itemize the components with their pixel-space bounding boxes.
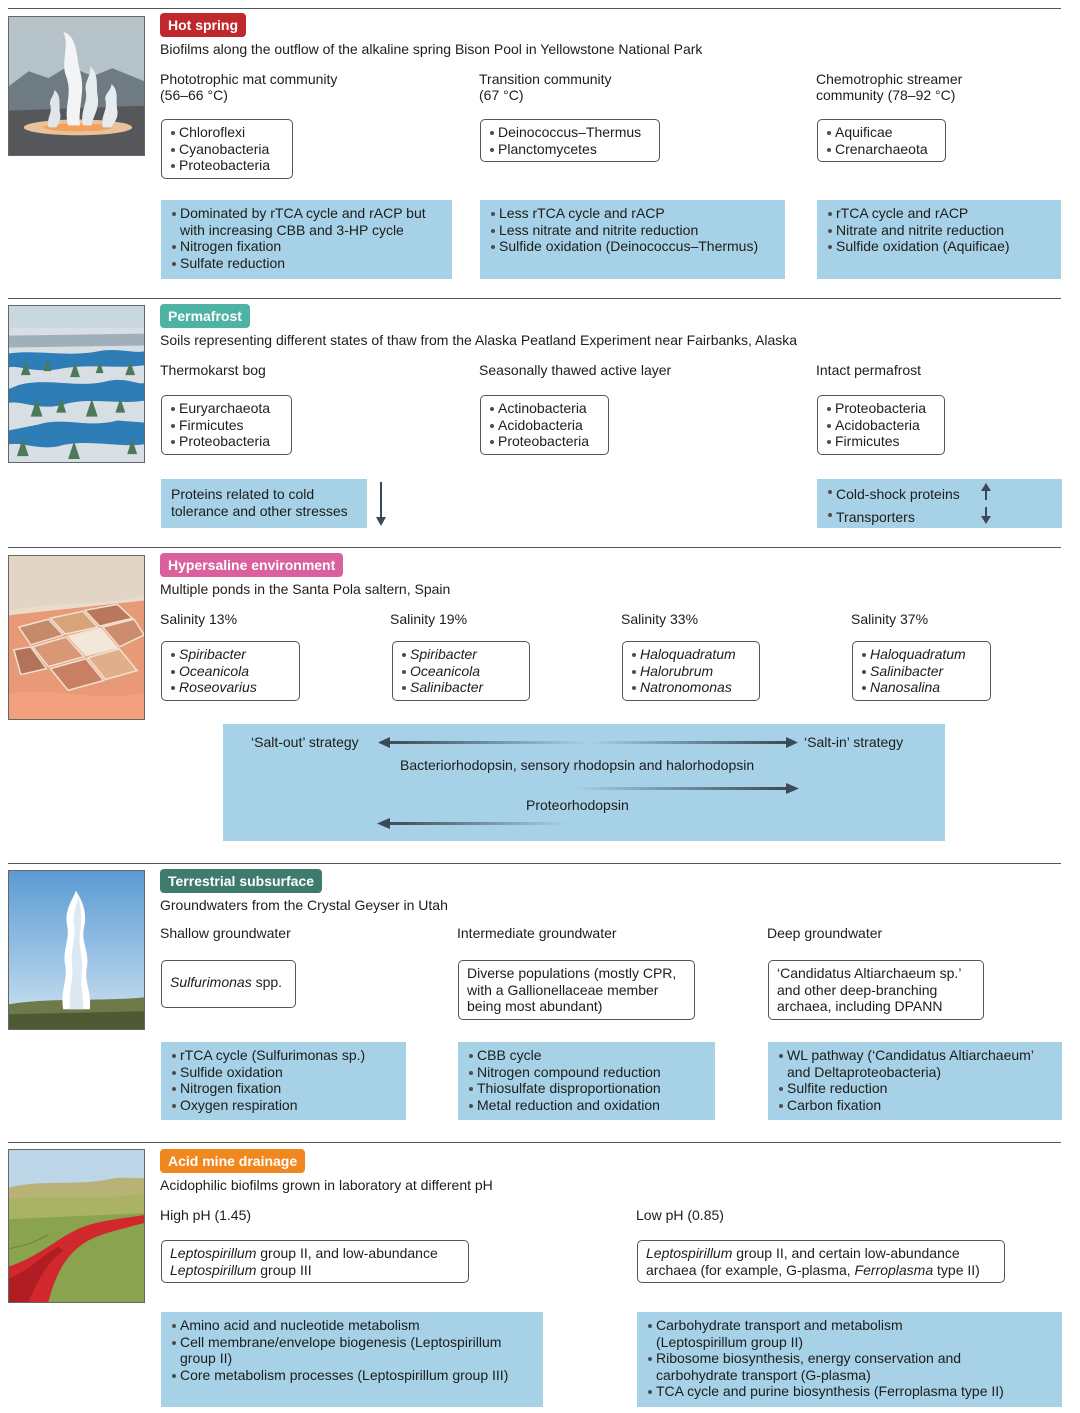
taxon: Firmicutes [826,433,936,450]
permafrost-column-3-heading: Intact permafrost [816,362,922,378]
section-divider [8,547,1061,548]
heading-line: Transition community [479,71,612,87]
taxa-line [646,1245,996,1262]
function-text: with increasing CBB and 3-HP cycle [180,221,404,238]
taxa-box [817,395,945,455]
taxa-line [646,1262,996,1279]
taxa-line: and other deep-branching [777,981,938,998]
hypersaline-description: Multiple ponds in the Santa Pola saltern, Spain [160,581,451,597]
taxa-line: ‘Candidatus Altiarchaeum sp.’ [777,965,962,981]
taxa-box [768,960,984,1020]
function-item: Nitrogen fixation [171,1080,396,1097]
taxa-box [161,960,296,1008]
hypersaline-tag: Hypersaline environment [160,553,343,577]
salt-out-label: ‘Salt-out’ strategy [251,734,359,750]
taxon: Salinibacter [401,679,521,696]
function-box [817,200,1061,279]
intermediate-groundwater-heading: Intermediate groundwater [457,925,617,941]
function-item: Metal reduction and oxidation [468,1097,705,1114]
function-box [458,1042,715,1120]
taxon: Oceanicola [170,663,291,680]
taxa-line: with a Gallionellaceae member [467,981,659,998]
hot-spring-illustration [8,16,145,156]
taxon-genus: Leptospirillum [646,1245,733,1261]
function-item-continued: and Deltaproteobacteria) [787,1063,942,1080]
taxon: Spiribacter [401,646,521,663]
taxon: Proteobacteria [170,157,284,174]
taxa-box [480,395,609,455]
function-item: Transporters [827,506,1052,529]
salt-strategy-arrow-shaft [387,741,789,744]
taxa-line: being most abundant) [467,998,603,1014]
down-arrow-icon [978,505,994,525]
proteorhodopsin-label: Proteorhodopsin [526,797,629,813]
permafrost-response-box [817,479,1062,528]
taxa-box [161,119,293,179]
left-arrowhead [378,737,390,748]
function-item: Thiosulfate disproportionation [468,1080,705,1097]
taxon: Deinococcus–Thermus [489,124,651,141]
taxon: Acidobacteria [489,417,600,434]
function-text: Ribosome biosynthesis, energy conservation and [656,1350,962,1366]
taxon: Acidobacteria [826,417,936,434]
right-arrowhead [786,737,798,748]
right-arrowhead [786,783,799,794]
low-ph-heading: Low pH (0.85) [636,1207,724,1223]
salinity-19-heading: Salinity 19% [390,611,468,627]
left-arrowhead [377,818,390,829]
function-item: Sulfide oxidation (Deinococcus–Thermus) [490,238,775,255]
function-item: Nitrogen compound reduction [468,1064,705,1081]
taxon: Oceanicola [401,663,521,680]
taxa-box [161,395,292,455]
permafrost-illustration [8,305,145,463]
function-item: CBB cycle [468,1047,705,1064]
function-text: group II) [180,1350,233,1366]
taxon-genus: Leptospirillum [170,1261,257,1278]
taxa-line: archaea, including DPANN [777,998,943,1014]
acid-mine-tag: Acid mine drainage [160,1149,305,1173]
taxon-genus: Leptospirillum [170,1245,257,1261]
hot-spring-column-2-heading [479,71,612,103]
section-divider [8,1142,1061,1143]
heading-line: Chemotrophic streamer [816,71,963,87]
taxon: Actinobacteria [489,400,600,417]
taxa-box [637,1240,1005,1283]
taxa-box [852,641,991,701]
taxon-text: group III [256,1261,312,1278]
function-item: Sulfide oxidation [171,1064,396,1081]
taxon-text: archaea (for example, G-plasma, [646,1261,855,1278]
hot-spring-tag: Hot spring [160,13,246,37]
rhodopsins-label: Bacteriorhodopsin, sensory rhodopsin and halorhodopsin [400,757,755,773]
taxa-box [817,119,946,162]
taxa-box [458,960,695,1020]
taxon: Nanosalina [861,679,982,696]
function-item: Sulfite reduction [778,1080,1052,1097]
function-item [647,1350,1052,1383]
function-item: Sulfide oxidation (Aquificae) [827,238,1051,255]
function-item [171,1334,533,1367]
taxon: Proteobacteria [170,433,283,450]
proteorhodopsin-arrow-shaft [387,822,567,825]
hot-spring-column-3-heading [816,71,962,103]
subsurface-description: Groundwaters from the Crystal Geyser in Utah [160,897,448,913]
taxa-line [170,1245,460,1262]
section-divider [8,8,1061,9]
taxa-box [622,641,760,701]
salinity-37-heading: Salinity 37% [851,611,929,627]
function-item: rTCA cycle (Sulfurimonas sp.) [171,1047,396,1064]
permafrost-column-1-heading: Thermokarst bog [160,362,266,378]
box-line: Proteins related to cold [171,486,315,502]
taxon: Cyanobacteria [170,141,284,158]
function-box [637,1312,1062,1407]
taxon: Chloroflexi [170,124,284,141]
taxon: Roseovarius [170,679,291,696]
function-text: Dominated by rTCA cycle and rACP but [180,205,426,221]
taxa-line [170,1262,460,1279]
function-item: TCA cycle and purine biosynthesis (Ferroplasma type II) [647,1383,1052,1400]
down-arrow-icon [373,480,389,528]
strategy-panel [223,724,945,841]
heading-line: community (78–92 °C) [816,87,956,103]
function-item: Oxygen respiration [171,1097,396,1114]
function-item: Nitrogen fixation [171,238,442,255]
function-item: Cold-shock proteins [827,483,1052,506]
cold-tolerance-box [161,479,367,528]
taxon: Halorubrum [631,663,751,680]
function-box [161,1312,543,1407]
heading-line: Phototrophic mat community [160,71,338,87]
function-item: Nitrate and nitrite reduction [827,222,1051,239]
section-divider [8,863,1061,864]
taxon: Haloquadratum [631,646,751,663]
hot-spring-description: Biofilms along the outflow of the alkaline spring Bison Pool in Yellowstone National Park [160,41,703,57]
taxon: Proteobacteria [826,400,936,417]
section-divider [8,298,1061,299]
taxon: Natronomonas [631,679,751,696]
salinity-33-heading: Salinity 33% [621,611,699,627]
function-box [768,1042,1062,1120]
function-item: Core metabolism processes (Leptospirillum group III) [171,1367,533,1384]
up-arrow-icon [978,482,994,502]
deep-groundwater-heading: Deep groundwater [767,925,883,941]
function-text: Carbohydrate transport and metabolism [656,1317,903,1333]
permafrost-tag: Permafrost [160,304,250,328]
high-ph-heading: High pH (1.45) [160,1207,252,1223]
function-item [647,1317,1052,1350]
taxon-genus: Sulfurimonas [170,974,252,990]
function-item: WL pathway (‘Candidatus Altiarchaeum’ [778,1047,1052,1064]
taxon: Planctomycetes [489,141,651,158]
saltern-illustration [8,555,145,720]
taxon-suffix: spp. [251,974,283,990]
taxon: Euryarchaeota [170,400,283,417]
taxon: Spiribacter [170,646,291,663]
taxon: Crenarchaeota [826,141,937,158]
function-box [161,1042,406,1120]
acid-mine-description: Acidophilic biofilms grown in laboratory at different pH [160,1177,493,1193]
box-line: tolerance and other stresses [171,502,348,519]
permafrost-description: Soils representing different states of thaw from the Alaska Peatland Experiment near Fairbanks, Alaska [160,332,798,348]
function-item: Amino acid and nucleotide metabolism [171,1317,533,1334]
taxon-genus: Ferroplasma [854,1261,934,1278]
taxa-box [392,641,530,701]
shallow-groundwater-heading: Shallow groundwater [160,925,291,941]
taxon: Proteobacteria [489,433,600,450]
heading-line: (56–66 °C) [160,87,228,103]
function-item: Sulfate reduction [171,255,442,272]
function-box [161,200,452,279]
function-item: Less rTCA cycle and rACP [490,205,775,222]
salinity-13-heading: Salinity 13% [160,611,238,627]
taxon: Salinibacter [861,663,982,680]
taxon: Haloquadratum [861,646,982,663]
taxon-text: group II, and low-abundance [256,1245,438,1261]
taxon: Aquificae [826,124,937,141]
salt-in-label: ‘Salt-in’ strategy [804,734,904,750]
function-item [171,205,442,238]
taxa-box [480,119,660,162]
heading-line: (67 °C) [479,87,524,103]
taxa-line: Diverse populations (mostly CPR, [467,965,677,981]
permafrost-column-2-heading: Seasonally thawed active layer [479,362,672,378]
function-item: Carbon fixation [778,1097,1052,1114]
subsurface-tag: Terrestrial subsurface [160,869,322,893]
geyser-illustration [8,870,145,1030]
function-text: Cell membrane/envelope biogenesis (Leptospirillum [180,1333,502,1350]
taxon: Firmicutes [170,417,283,434]
hot-spring-column-1-heading [160,71,337,103]
taxon-text: type II) [933,1261,980,1278]
function-item: Less nitrate and nitrite reduction [490,222,775,239]
function-box [480,200,785,279]
function-item: rTCA cycle and rACP [827,205,1051,222]
taxa-box [161,641,300,701]
rhodopsin-arrow-shaft [573,787,789,790]
taxa-box [161,1240,469,1283]
taxon-text: group II, and certain low-abundance [732,1245,960,1261]
acid-mine-illustration [8,1149,145,1303]
function-text: carbohydrate transport (G-plasma) [656,1366,871,1383]
function-text: (Leptospirillum group II) [656,1333,804,1350]
